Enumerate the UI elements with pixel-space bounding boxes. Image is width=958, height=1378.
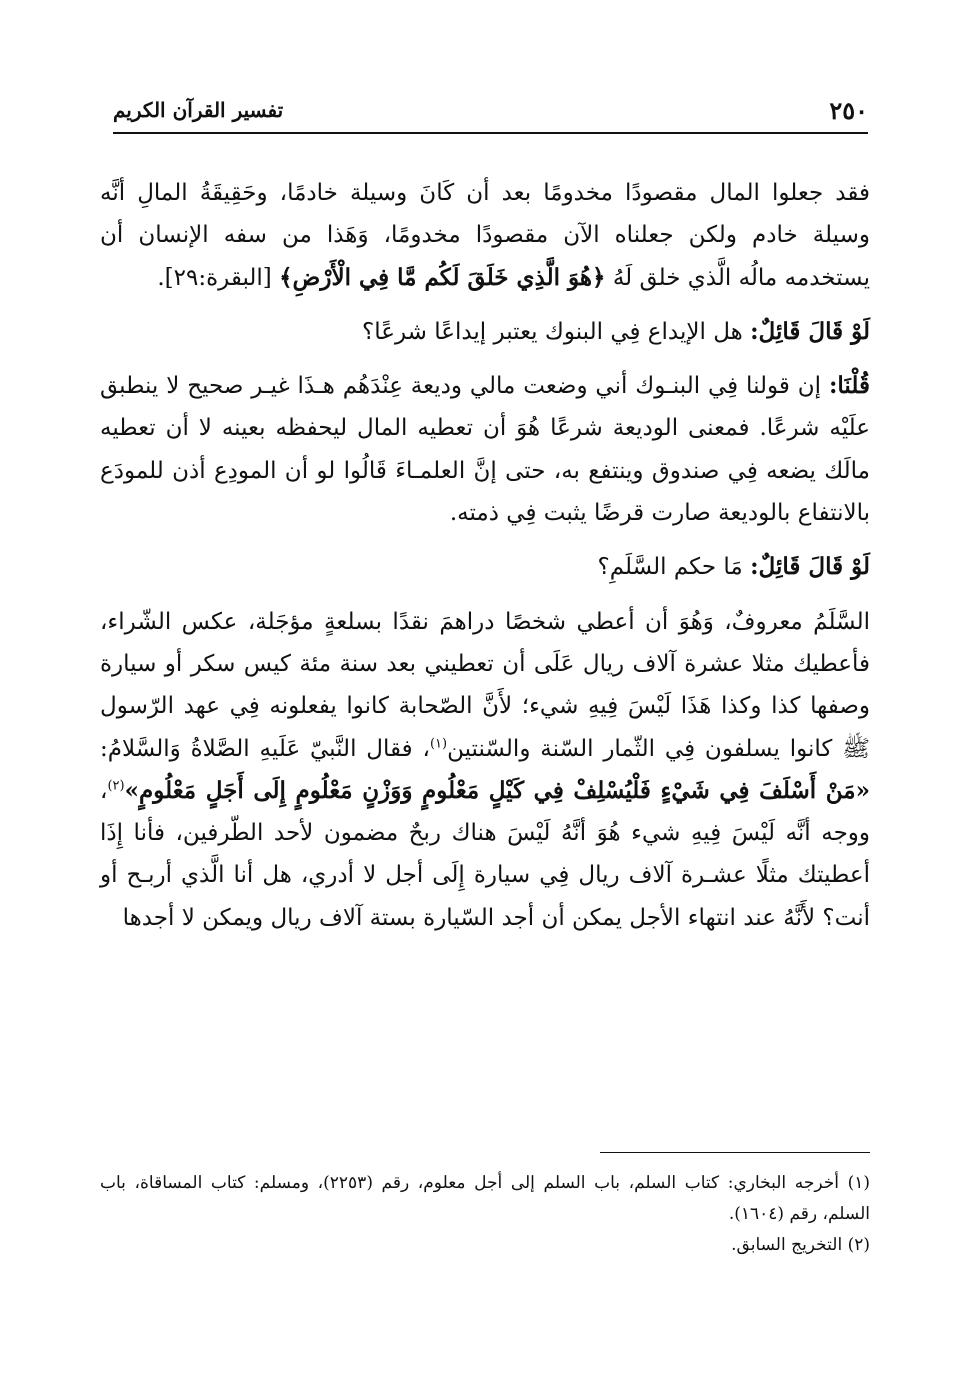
paragraph-5-text-c: ، ووجه أنَّه لَيْسَ فِيهِ شيء هُوَ أنَّهُ لَيْسَ هناك ربحٌ مضمون لأحد الطّرفين، فأنا إِذَا أعطيتك مثلًا عشـرة آلاف ريال فِي سيارة إِلَى أجل لا أدري، هل أنا الَّذي أربـح أو أنت؟ لأَنَّهُ عند انتهاء الأجل يمكن أن أجد السّيارة بستة آلاف ريال ويمكن لا أجدها (100, 777, 870, 931)
hadith-quote: «مَنْ أَسْلَفَ فِي شَيْءٍ فَلْيُسْلِفْ فِي كَيْلٍ مَعْلُومٍ وَوَزْنٍ مَعْلُومٍ إِلَى أَجَلٍ مَعْلُومٍ» (124, 776, 870, 804)
paragraph-4 (100, 546, 870, 588)
paragraph-5-text-b: ، فقال النَّبيّ عَلَيهِ الصَّلاةُ وَالسَّلامُ: (100, 735, 430, 762)
answer-lead: قُلْنَا: (828, 372, 870, 400)
question-text: هل الإيداع فِي البنوك يعتبر إيداعًا شرعًا؟ (362, 318, 751, 345)
paragraph-5 (100, 601, 870, 939)
answer-text: إن قولنا فِي البنـوك أني وضعت مالي وديعة عِنْدَهُم هـذَا غيـر صحيح لا ينطبق علَيْه شرعًا. فمعنى الوديعة شرعًا هُوَ أن تعطيه المال ليحفظه بعينه لا أن تعطيه مالَك يضعه فِي صندوق وينتفع به، حتى إنَّ العلمـاءَ قَالُوا لو أن المودِع أذن للمودَع بالانتفاع بالوديعة صارت قرضًا يثبت فِي ذمته. (100, 373, 870, 527)
footnote-ref-1[interactable]: (١) (429, 735, 448, 751)
paragraph-1 (100, 172, 870, 299)
quran-reference: [البقرة:٢٩]. (157, 264, 280, 291)
page-number: ٢٥٠ (829, 96, 868, 125)
question-lead: لَوْ قَالَ قَائِلٌ: (750, 553, 870, 581)
paragraph-2 (100, 311, 870, 353)
question-lead: لَوْ قَالَ قَائِلٌ: (750, 317, 870, 345)
page-header (113, 96, 868, 130)
book-title: تفسير القرآن الكريم (113, 98, 284, 122)
question-text: مَا حكم السَّلَمِ؟ (597, 554, 751, 581)
main-text (100, 172, 870, 939)
header-divider (113, 132, 868, 134)
footnotes (100, 1168, 870, 1261)
footnote-2: (٢) التخريج السابق. (731, 1235, 870, 1255)
footnote-divider (600, 1152, 870, 1153)
footnote-1: (١) أخرجه البخاري: كتاب السلم، باب السلم إلى أجل معلوم، رقم (٢٢٥٣)، ومسلم: كتاب المساقاة، باب السلم، رقم (١٦٠٤). (100, 1173, 871, 1224)
paragraph-1-text: فقد جعلوا المال مقصودًا مخدومًا بعد أن كَانَ وسيلة خادمًا، وحَقِيقَةُ المالِ أنَّه وسيلة خادم ولكن جعلناه الآن مقصودًا مخدومًا، وَهَذا من سفه الإنسان أن يستخدمه مالُه الَّذي خلق لَهُ (100, 180, 870, 291)
footnote-ref-2[interactable]: (٢) (107, 778, 125, 794)
paragraph-3 (100, 365, 870, 534)
quran-verse: ﴿هُوَ الَّذِي خَلَقَ لَكُم مَّا فِي الْأَرْضِ﴾ (279, 263, 606, 291)
paragraph-5-text-a: السَّلَمُ معروفٌ، وَهُوَ أن أعطي شخصًا دراهمَ نقدًا بسلعةٍ مؤجَلة، عكس الشّراء، فأعطيك مثلا عشرة آلاف ريال عَلَى أن تعطيني بعد سنة مئة كيس سكر أو سيارة وصفها كذا وكذا هَذَا لَيْسَ فِيهِ شيء؛ لأَنَّ الصّحابة كانوا يفعلونه فِي عهد الرّسول ﷺ كانوا يسلفون فِي الثّمار السّنة والسّنتين (100, 608, 870, 762)
